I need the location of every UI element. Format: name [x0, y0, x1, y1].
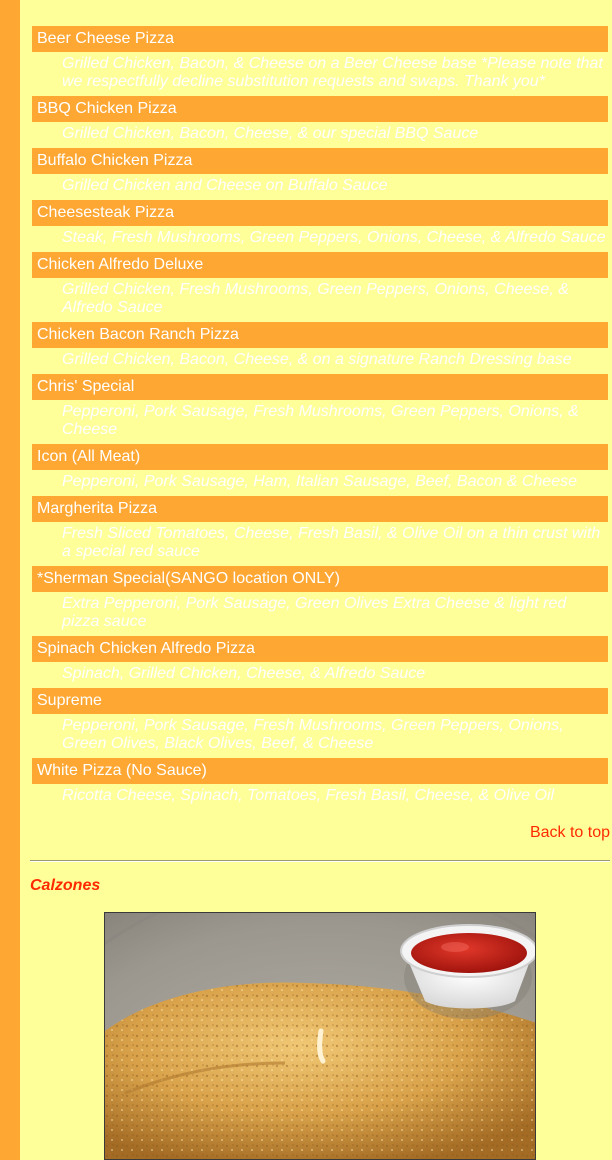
menu-item-name: Buffalo Chicken Pizza — [32, 148, 608, 174]
menu-item-name: White Pizza (No Sauce) — [32, 758, 608, 784]
menu-item-name: Chicken Bacon Ranch Pizza — [32, 322, 608, 348]
calzone-photo — [104, 912, 536, 1160]
menu-item-name: Margherita Pizza — [32, 496, 608, 522]
section-divider — [30, 860, 610, 862]
menu-item-name: Icon (All Meat) — [32, 444, 608, 470]
menu-item-description: Grilled Chicken, Bacon, Cheese, & our special BBQ Sauce — [32, 122, 608, 148]
pizza-menu-table — [32, 26, 608, 810]
menu-item-description: Extra Pepperoni, Pork Sausage, Green Olives Extra Cheese & light red pizza sauce — [32, 592, 608, 636]
left-sidebar-bar — [0, 0, 20, 1160]
menu-item-description: Steak, Fresh Mushrooms, Green Peppers, Onions, Cheese, & Alfredo Sauce — [32, 226, 608, 252]
menu-item-name: Spinach Chicken Alfredo Pizza — [32, 636, 608, 662]
menu-item-description: Pepperoni, Pork Sausage, Ham, Italian Sausage, Beef, Bacon & Cheese — [32, 470, 608, 496]
menu-item-description: Grilled Chicken and Cheese on Buffalo Sauce — [32, 174, 608, 200]
menu-item-name: BBQ Chicken Pizza — [32, 96, 608, 122]
menu-item-description: Grilled Chicken, Bacon, & Cheese on a Beer Cheese base *Please note that we respectfully decline substitution requests and swaps. Thank you* — [32, 52, 608, 96]
menu-item-name: Cheesesteak Pizza — [32, 200, 608, 226]
menu-item-description: Spinach, Grilled Chicken, Cheese, & Alfredo Sauce — [32, 662, 608, 688]
menu-item-name: Chicken Alfredo Deluxe — [32, 252, 608, 278]
menu-item-description: Ricotta Cheese, Spinach, Tomatoes, Fresh Basil, Cheese, & Olive Oil — [32, 784, 608, 810]
back-to-top-link[interactable]: Back to top — [529, 824, 610, 841]
menu-item-description: Pepperoni, Pork Sausage, Fresh Mushrooms, Green Peppers, Onions, Green Olives, Black Olives, Beef, & Cheese — [32, 714, 608, 758]
calzones-section-title: Calzones — [30, 877, 101, 894]
menu-item-description: Grilled Chicken, Bacon, Cheese, & on a signature Ranch Dressing base — [32, 348, 608, 374]
menu-item-name: Beer Cheese Pizza — [32, 26, 608, 52]
menu-item-name: Chris' Special — [32, 374, 608, 400]
menu-item-description: Fresh Sliced Tomatoes, Cheese, Fresh Basil, & Olive Oil on a thin crust with a special red sauce — [32, 522, 608, 566]
menu-item-name: Supreme — [32, 688, 608, 714]
menu-item-name: *Sherman Special(SANGO location ONLY) — [32, 566, 608, 592]
menu-item-description: Grilled Chicken, Fresh Mushrooms, Green Peppers, Onions, Cheese, & Alfredo Sauce — [32, 278, 608, 322]
menu-item-description: Pepperoni, Pork Sausage, Fresh Mushrooms, Green Peppers, Onions, & Cheese — [32, 400, 608, 444]
